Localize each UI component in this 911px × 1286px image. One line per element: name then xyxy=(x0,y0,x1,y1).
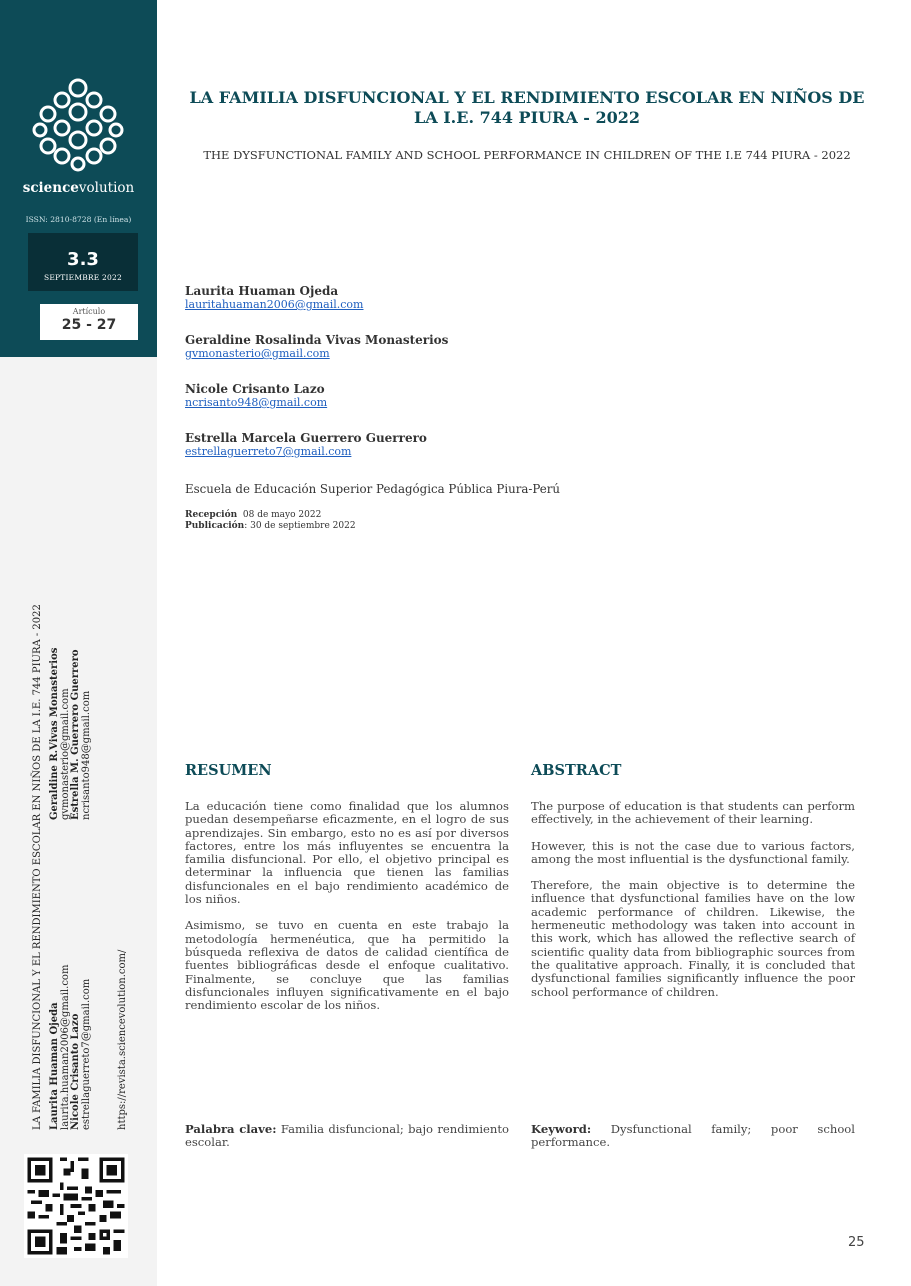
author-email-link[interactable]: gvmonasterio@gmail.com xyxy=(185,347,330,360)
article-pages: 25 - 27 xyxy=(61,317,117,333)
abstract-paragraph: However, this is not the case due to various factors, among the most influential is the dysfunctional family. xyxy=(531,838,855,866)
author-name: Nicole Crisanto Lazo xyxy=(185,382,325,396)
author-entry xyxy=(185,383,327,409)
qr-code-icon xyxy=(24,1154,128,1258)
vertical-author-email: estrellaguerreto7@gmail.com xyxy=(80,978,92,1130)
resumen-paragraph: La educación tiene como finalidad que los alumnos puedan desempeñarse eficazmente, en el logro de sus aprendizajes. Sin embargo, esto no es así por diversos factores, entre los más influyentes se encuentra la familia disfuncional. Por ello, el objetivo principal es determinar la influencia que tienen las familias disfuncionales en el bajo rendimiento académico de los niños. xyxy=(185,799,509,907)
resumen-paragraph: Asimismo, se tuvo en cuenta en este trabajo la metodología hermenéutica, que ha permitido la búsqueda reflexiva de datos de calidad científica de fuentes bibliográficas desde el enfoque cualitativo. Finalmente, se concluye que las familias disfuncionales influyen significativamente en el bajo rendimiento escolar de los niños. xyxy=(185,918,509,1013)
author-entry xyxy=(185,285,364,311)
abstract-body xyxy=(531,800,855,1012)
article-title: LA FAMILIA DISFUNCIONAL Y EL RENDIMIENTO ESCOLAR EN NIÑOS DE LA I.E. 744 PIURA - 2022 xyxy=(189,88,865,127)
author-email-link[interactable]: lauritahuaman2006@gmail.com xyxy=(185,298,364,311)
vertical-author-name: Geraldine R.Vivas Monasterios xyxy=(49,647,60,820)
author-name: Estrella Marcela Guerrero Guerrero xyxy=(185,431,427,445)
vertical-author-email: ncrisanto948@gmail.com xyxy=(80,690,92,820)
journal-url[interactable]: https://revista.sciencevolution.com/ xyxy=(117,949,128,1130)
vertical-author-email: gvmonasterio@gmail.com xyxy=(59,688,71,820)
author-name: Geraldine Rosalinda Vivas Monasterios xyxy=(185,333,449,347)
author-name: Laurita Huaman Ojeda xyxy=(185,284,339,298)
page-number: 25 xyxy=(848,1235,865,1250)
article-subtitle: THE DYSFUNCTIONAL FAMILY AND SCHOOL PERFORMANCE IN CHILDREN OF THE I.E 744 PIURA - 2022 xyxy=(203,148,851,162)
abstract-paragraph: Therefore, the main objective is to determine the influence that dysfunctional families have on the low academic performance of children. Likewise, the hermeneutic methodology was taken into account in this work, which has allowed the reflective search of scientific quality data from bibliographic sources from the qualitative approach. Finally, it is concluded that dysfunctional families significantly influence the poor school performance of children. xyxy=(531,878,855,999)
vertical-authors-col2 xyxy=(50,648,92,820)
abstract-heading: ABSTRACT xyxy=(531,762,622,779)
author-entry xyxy=(185,334,448,360)
issn: ISSN: 2810-8728 (En línea) xyxy=(25,215,132,224)
journal-brand: sciencevolution xyxy=(22,180,135,196)
issue-box xyxy=(28,233,138,291)
vertical-title: LA FAMILIA DISFUNCIONAL Y EL RENDIMIENTO ESCOLAR EN NIÑOS DE LA I.E. 744 PIURA - 2022 xyxy=(32,604,43,1130)
publication-dates: Recepción 08 de mayo 2022 Publicación: 30 de septiembre 2022 xyxy=(185,510,356,531)
journal-banner xyxy=(0,0,157,357)
author-entry xyxy=(185,432,427,458)
abstract-keywords: Keyword: Dysfunctional family; poor school performance. xyxy=(531,1122,855,1150)
vertical-author-name: Laurita Huaman Ojeda xyxy=(49,1002,60,1130)
institution: Escuela de Educación Superior Pedagógica Pública Piura-Perú xyxy=(185,482,560,496)
abstract-paragraph: The purpose of education is that students can perform effectively, in the achievement of their learning. xyxy=(531,799,855,827)
issue-number: 3.3 xyxy=(67,249,99,270)
vertical-author-name: Estrella M. Guerrero Guerrero xyxy=(70,649,81,820)
vertical-author-name: Nicole Crisanto Lazo xyxy=(70,1013,81,1130)
author-email-link[interactable]: ncrisanto948@gmail.com xyxy=(185,396,328,409)
article-label: Artículo xyxy=(72,307,106,316)
journal-logo-icon xyxy=(28,74,128,174)
resumen-keywords: Palabra clave: Familia disfuncional; bajo rendimiento escolar. xyxy=(185,1122,509,1150)
resumen-heading: RESUMEN xyxy=(185,762,272,779)
vertical-authors-col1 xyxy=(50,965,92,1130)
issue-date: SEPTIEMBRE 2022 xyxy=(44,273,122,282)
resumen-body xyxy=(185,800,509,1025)
vertical-author-email: laurita.huaman2006@gmail.com xyxy=(59,964,71,1130)
article-box xyxy=(40,304,138,340)
author-email-link[interactable]: estrellaguerreto7@gmail.com xyxy=(185,445,352,458)
